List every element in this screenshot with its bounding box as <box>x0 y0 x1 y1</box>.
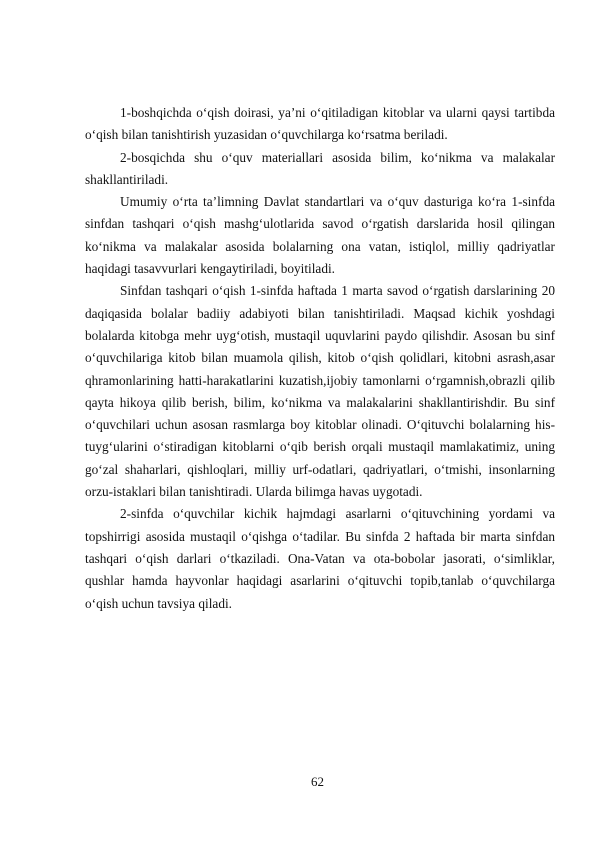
paragraph-stage-one: 1-boshqichda o‘qish doirasi, ya’ni o‘qitiladigan kitoblar va ularni qaysi tartibda o‘qish bilan tanishtirish yuzasidan o‘quvchilarga ko‘rsatma beriladi. <box>85 105 555 143</box>
page-number: 62 <box>311 774 324 789</box>
paragraph-stage-two: 2-bosqichda shu o‘quv materiallari asosida bilim, ko‘nikma va malakalar shakllantiriladi. <box>85 149 555 187</box>
body-text <box>85 102 555 615</box>
paragraph-grade-one: Sinfdan tashqari o‘qish 1-sinfda haftada 1 marta savod o‘rgatish darslarining 20 daqiqasida bolalar badiiy adabiyoti bilan tanishtiriladi. Maqsad kichik yoshdagi bolalarda kitobga mehr uyg‘otish, mustaqil uquvlarini paydo qilishdir. Asosan bu sinf o‘quvchilariga kitob bilan muamola qilish, kitob o‘qish qolidlari, kitobni asrash,asar qhramonlarining hatti-harakatlarini kuzatish,ijobiy tamonlarni o‘rgamnish,obrazli qilib qayta hikoya qilib berish, bilim, ko‘nikma va malakalarini shakllantirishdir. Bu sinf o‘quvchilari uchun asosan rasmlarga boy kitoblar olinadi. O‘qituvchi bolalarning his-tuyg‘ularini o‘stiradigan kitoblarni o‘qib berish orqali mustaqil mamlakatimiz, uning go‘zal shaharlari, qishloqlari, milliy urf-odatlari, qadriyatlari, o‘tmishi, insonlarning orzu-istaklari bilan tanishtiradi. Ularda bilimga havas uygotadi. <box>85 283 555 500</box>
paragraph-standards: Umumiy o‘rta ta’limning Davlat standartlari va o‘quv dasturiga ko‘ra 1-sinfda sinfdan tashqari o‘qish mashg‘ulotlarida savod o‘rgatish darslarida hosil qilingan ko‘nikma va malakalar asosida bolalarning ona vatan, istiqlol, milliy qadriyatlar haqidagi tasavvurlari kengaytiriladi, boyitiladi. <box>85 194 555 277</box>
paragraph-grade-two: 2-sinfda o‘quvchilar kichik hajmdagi asarlarni o‘qituvchining yordami va topshirrigi asosida mustaqil o‘qishga o‘tadilar. Bu sinfda 2 haftada bir marta sinfdan tashqari o‘qish darlari o‘tkaziladi. Ona-Vatan va ota-bobolar jasorati, o‘simliklar, qushlar hamda hayvonlar haqidagi asarlarini o‘qituvchi topib,tanlab o‘quvchilarga o‘qish uchun tavsiya qiladi. <box>85 506 555 611</box>
